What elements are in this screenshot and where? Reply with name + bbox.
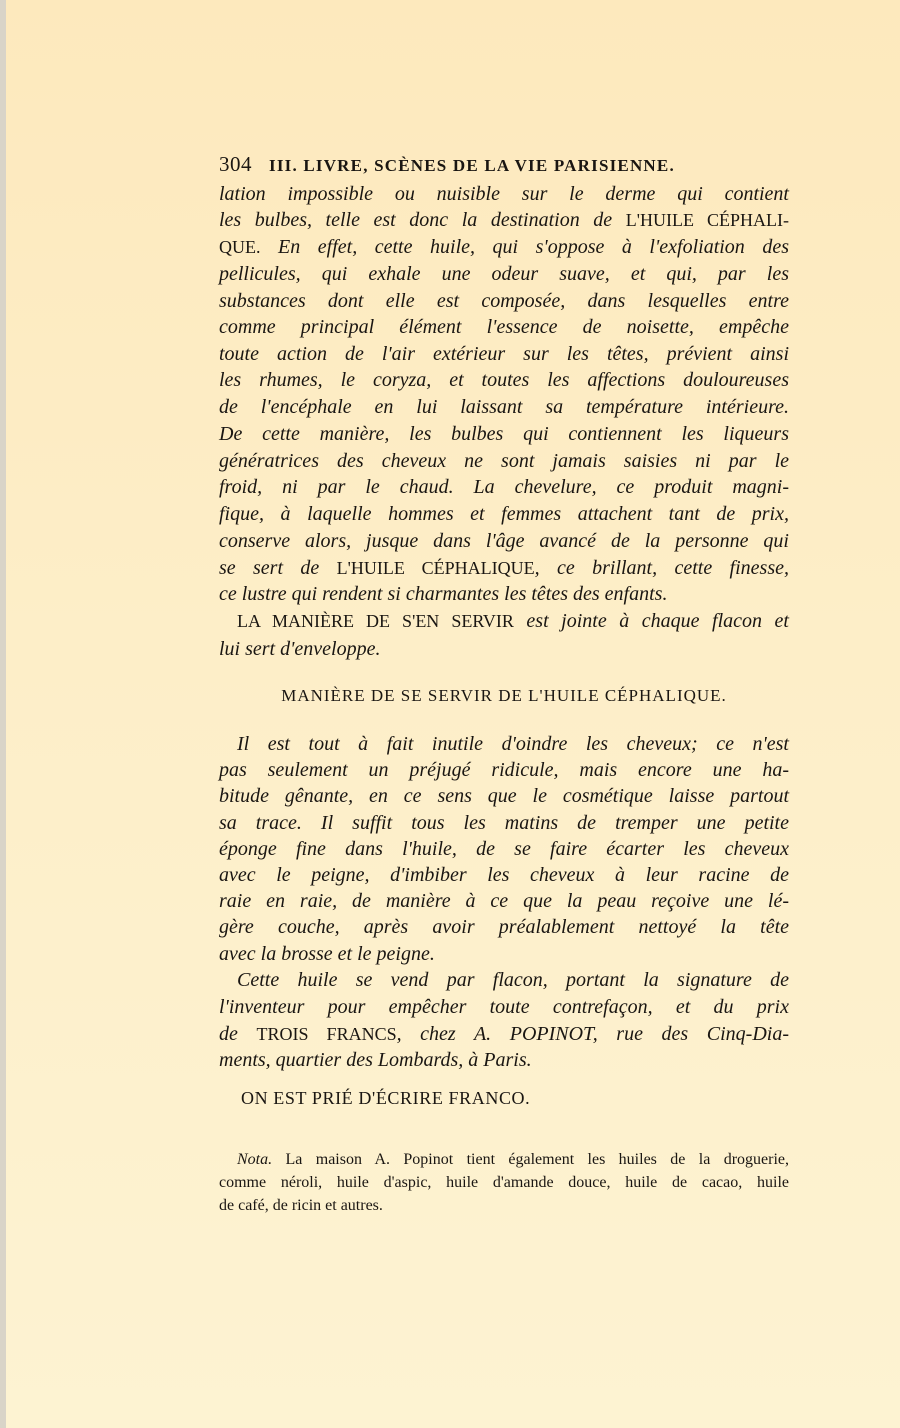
text-line bbox=[219, 994, 789, 1020]
text-line bbox=[219, 207, 789, 233]
line-text: raie en raie, de manière à ce que la peau reçoive une lé- bbox=[219, 890, 789, 912]
text-line bbox=[219, 421, 789, 447]
line-text: bitude gênante, en ce sens que le cosmétique laisse partout bbox=[219, 785, 789, 807]
line-text: ce lustre qui rendent si charmantes les têtes des enfants. bbox=[219, 583, 668, 605]
book-page bbox=[6, 0, 900, 1428]
line-text: gère couche, après avoir préalablement nettoyé la tête bbox=[219, 916, 789, 938]
line-text: de bbox=[219, 1023, 257, 1045]
text-line bbox=[219, 941, 789, 967]
nota-line bbox=[219, 1194, 789, 1217]
text-line bbox=[219, 757, 789, 783]
line-text: sa trace. Il suffit tous les matins de tremper une petite bbox=[219, 812, 789, 834]
text-line bbox=[219, 581, 789, 607]
text-line bbox=[219, 181, 789, 207]
page-number: 304 bbox=[219, 152, 252, 176]
text-line bbox=[219, 888, 789, 914]
line-text: avec le peigne, d'imbiber les cheveux à leur racine de bbox=[219, 864, 789, 886]
line-text: est jointe à chaque flacon et bbox=[513, 610, 789, 632]
line-text: avec la brosse et le peigne. bbox=[219, 943, 435, 965]
line-text: , ce brillant, cette finesse, bbox=[534, 557, 789, 579]
line-text: l'inventeur pour empêcher toute contrefaçon, et du prix bbox=[219, 996, 789, 1018]
text-line bbox=[219, 528, 789, 554]
section-heading: MANIÈRE DE SE SERVIR DE L'HUILE CÉPHALIQUE. bbox=[281, 686, 727, 705]
line-text: De cette manière, les bulbes qui contiennent les liqueurs bbox=[219, 423, 789, 445]
text-line bbox=[219, 608, 789, 634]
running-title: III. LIVRE, SCÈNES DE LA VIE PARISIENNE. bbox=[269, 156, 675, 175]
text-line bbox=[219, 501, 789, 527]
line-text: Cette huile se vend par flacon, portant la signature de bbox=[237, 969, 789, 991]
line-text: les bulbes, telle est donc la destination de bbox=[219, 209, 626, 231]
text-line bbox=[219, 234, 789, 260]
nota-label: Nota. bbox=[237, 1151, 273, 1168]
text-line bbox=[219, 367, 789, 393]
line-text: lation impossible ou nuisible sur le derme qui contient bbox=[219, 183, 789, 205]
usage-note-lead: LA MANIÈRE DE S'EN SERVIR bbox=[237, 611, 514, 631]
line-text: substances dont elle est composée, dans lesquelles entre bbox=[219, 290, 789, 312]
line-text: se sert de bbox=[219, 557, 337, 579]
text-line bbox=[219, 636, 789, 662]
text-line bbox=[219, 261, 789, 287]
product-name: L'HUILE CÉPHALIQUE bbox=[336, 558, 535, 578]
text-line bbox=[219, 314, 789, 340]
line-text: QUE. bbox=[219, 237, 261, 257]
text-line bbox=[219, 288, 789, 314]
text-line bbox=[219, 967, 789, 993]
line-text: comme néroli, huile d'aspic, huile d'amande douce, huile de cacao, huile bbox=[219, 1174, 789, 1191]
text-line bbox=[219, 862, 789, 888]
nota-line bbox=[219, 1148, 789, 1171]
text-line bbox=[219, 1021, 789, 1047]
text-line bbox=[219, 555, 789, 581]
line-text: génératrices des cheveux ne sont jamais saisies ni par le bbox=[219, 450, 789, 472]
line-text: les rhumes, le coryza, et toutes les affections douloureuses bbox=[219, 369, 789, 391]
line-text: , chez A. POPINOT, rue des Cinq-Dia- bbox=[396, 1023, 789, 1045]
line-text: éponge fine dans l'huile, de se faire écarter les cheveux bbox=[219, 838, 789, 860]
product-name: L'HUILE CÉPHALI- bbox=[625, 210, 789, 230]
line-text: de l'encéphale en lui laissant sa température intérieure. bbox=[219, 396, 789, 418]
text-line bbox=[219, 341, 789, 367]
line-text: lui sert d'enveloppe. bbox=[219, 638, 381, 660]
nota-line bbox=[219, 1171, 789, 1194]
postage-notice: ON EST PRIÉ D'ÉCRIRE FRANCO. bbox=[241, 1088, 531, 1108]
text-line bbox=[219, 836, 789, 862]
line-text: comme principal élément l'essence de noisette, empêche bbox=[219, 316, 789, 338]
line-text: pas seulement un préjugé ridicule, mais encore une ha- bbox=[219, 759, 789, 781]
line-text: conserve alors, jusque dans l'âge avancé de la personne qui bbox=[219, 530, 789, 552]
text-line bbox=[219, 810, 789, 836]
line-text: En effet, cette huile, qui s'oppose à l'exfoliation des bbox=[260, 236, 789, 258]
text-line bbox=[219, 914, 789, 940]
line-text: pellicules, qui exhale une odeur suave, et qui, par les bbox=[219, 263, 789, 285]
line-text: Il est tout à fait inutile d'oindre les cheveux; ce n'est bbox=[237, 733, 789, 755]
text-line bbox=[219, 783, 789, 809]
text-line bbox=[219, 448, 789, 474]
running-head bbox=[219, 152, 789, 177]
line-text: fique, à laquelle hommes et femmes attachent tant de prix, bbox=[219, 503, 789, 525]
text-line bbox=[219, 1047, 789, 1073]
text-line bbox=[219, 731, 789, 757]
text-line bbox=[219, 394, 789, 420]
line-text: de café, de ricin et autres. bbox=[219, 1197, 383, 1214]
text-line bbox=[219, 474, 789, 500]
line-text: toute action de l'air extérieur sur les têtes, prévient ainsi bbox=[219, 343, 789, 365]
line-text: ments, quartier des Lombards, à Paris. bbox=[219, 1049, 532, 1071]
line-text: La maison A. Popinot tient également les huiles de la droguerie, bbox=[272, 1151, 789, 1168]
price: TROIS FRANCS bbox=[256, 1024, 397, 1044]
line-text: froid, ni par le chaud. La chevelure, ce produit magni- bbox=[219, 476, 789, 498]
